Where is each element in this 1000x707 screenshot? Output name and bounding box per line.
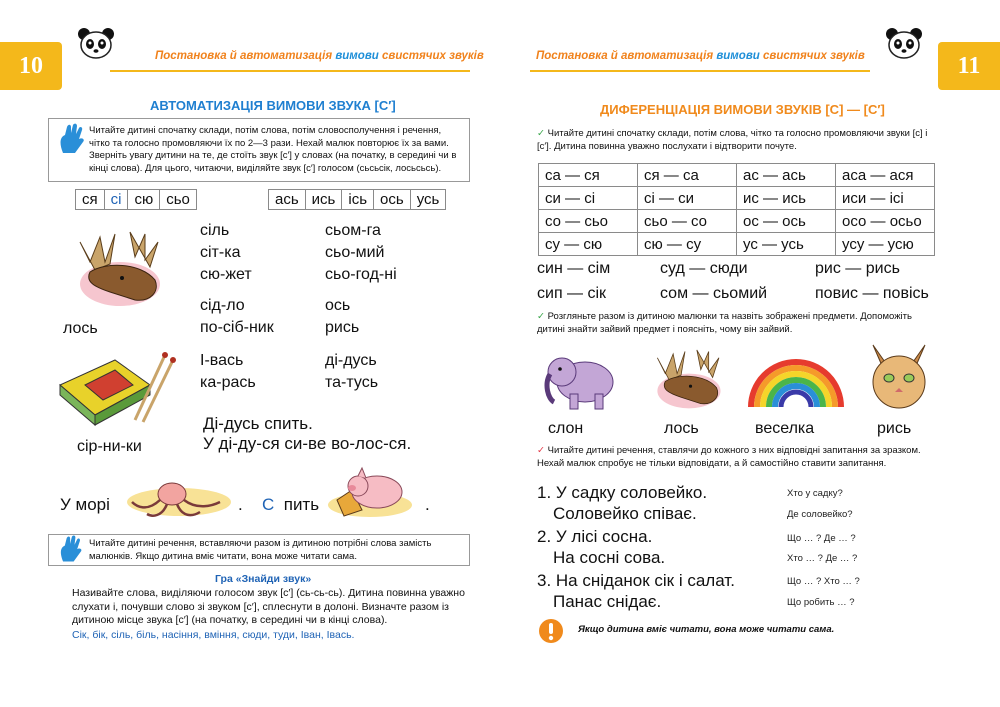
table-row bbox=[539, 210, 935, 233]
grid-cell: иси — ісі bbox=[836, 187, 935, 210]
question-r5: Що … ? Хто … ? bbox=[787, 576, 860, 587]
syllables-open bbox=[75, 189, 197, 210]
checkmark-icon: ✓ bbox=[537, 445, 545, 456]
word: сід-ло bbox=[200, 297, 245, 314]
page-number-right: 11 bbox=[938, 42, 1000, 90]
grid-cell: ся — са bbox=[638, 164, 737, 187]
grid-cell: со — сьо bbox=[539, 210, 638, 233]
exclamation-icon bbox=[537, 617, 565, 645]
word: сьо-мий bbox=[325, 244, 385, 261]
word: ось bbox=[325, 297, 351, 314]
syllables-closed bbox=[268, 189, 446, 210]
game-words: Сік, бік, сіль, біль, насіння, вміння, сюди, туди, Іван, Івась. bbox=[72, 629, 355, 641]
word: сіт-ка bbox=[200, 244, 241, 261]
running-header-left: Постановка й автоматизація вимови свистячих звуків bbox=[155, 50, 484, 62]
grid-cell: сьо — со bbox=[638, 210, 737, 233]
syllable: сьо bbox=[160, 190, 197, 210]
instruction-text-1: Читайте дитині спочатку склади, потім слова, потім словосполучення і речення, чітко та голосно промовляючи їх по 2—3 рази. Нехай малюк повторює їх за вами. Зверніть увагу дитини на те, де стоїть звук [с′] у словах (на початку, в середині чи в кінці слова). Для цього, читаючи, виділяйте звук [с′] голосом (сьсьсік, лосьсьсь). bbox=[89, 125, 457, 174]
rebus-start: У морі bbox=[60, 495, 110, 514]
question-r4: Хто … ? Де … ? bbox=[787, 553, 858, 564]
grid-cell: ос — ось bbox=[737, 210, 836, 233]
panda-icon bbox=[884, 26, 924, 62]
hand-icon bbox=[57, 535, 85, 565]
sentence-r4: На сосні сова. bbox=[553, 548, 666, 567]
caption-moose-right: лось bbox=[664, 420, 699, 437]
words-col2-a bbox=[325, 220, 397, 286]
word: рись bbox=[325, 319, 360, 336]
caption-moose: лось bbox=[63, 320, 98, 337]
grid-cell: са — ся bbox=[539, 164, 638, 187]
sentence-r5: 3. На сніданок сік і салат. bbox=[537, 571, 735, 590]
page-title-left: АВТОМАТИЗАЦІЯ ВИМОВИ ЗВУКА [С′] bbox=[150, 98, 396, 113]
word: сьо-год-ні bbox=[325, 266, 397, 283]
table-row bbox=[539, 164, 935, 187]
grid-cell: осо — осьо bbox=[836, 210, 935, 233]
grid-cell: усу — усю bbox=[836, 233, 935, 256]
checkmark-icon: ✓ bbox=[537, 311, 545, 322]
question-r3: Що … ? Де … ? bbox=[787, 533, 856, 544]
caption-rainbow: веселка bbox=[755, 420, 815, 437]
octopus-illustration bbox=[122, 472, 237, 522]
question-r6: Що робить … ? bbox=[787, 597, 855, 608]
syllable: ся bbox=[76, 190, 105, 210]
rainbow-illustration bbox=[746, 355, 846, 410]
syllable: сі bbox=[104, 190, 128, 210]
page-title-right: ДИФЕРЕНЦІАЦІЯ ВИМОВИ ЗВУКІВ [С] — [С′] bbox=[600, 102, 885, 117]
lynx-illustration bbox=[865, 340, 933, 415]
word: І-вась bbox=[200, 352, 244, 369]
grid-cell: аса — ася bbox=[836, 164, 935, 187]
grid-cell: сю — су bbox=[638, 233, 737, 256]
grid-cell: ас — ась bbox=[737, 164, 836, 187]
caption-lynx: рись bbox=[877, 420, 912, 437]
words-col1-a bbox=[200, 220, 252, 286]
instruction-text-r1: ✓ Читайте дитині спочатку склади, потім слова, чітко та голосно промовляючи звуки [с] і [с′]. Дитина повинна уважно послухати і відтворити почуте. bbox=[537, 128, 928, 152]
grid-cell: ис — ись bbox=[737, 187, 836, 210]
syllable: ісь bbox=[342, 190, 374, 210]
matchbox-illustration bbox=[55, 330, 180, 430]
running-header-right: Постановка й автоматизація вимови свистячих звуків bbox=[536, 50, 865, 62]
question-r2: Де соловейко? bbox=[787, 509, 853, 520]
rebus-dot-1: . bbox=[238, 495, 243, 514]
word: ка-рась bbox=[200, 374, 256, 391]
words-col2-b bbox=[325, 295, 359, 339]
word: сьом-га bbox=[325, 222, 381, 239]
syllable: сю bbox=[128, 190, 160, 210]
word: сю-жет bbox=[200, 266, 252, 283]
instruction-text-2: Читайте дитині речення, вставляючи разом із дитиною потрібні слова замість малюнків. Якщо дитина вміє читати, вона може читати сама. bbox=[89, 538, 432, 562]
syllable: ись bbox=[305, 190, 342, 210]
grid-cell: сі — си bbox=[638, 187, 737, 210]
hand-icon bbox=[57, 123, 87, 157]
checkmark-icon: ✓ bbox=[537, 128, 545, 139]
words-col1-c bbox=[200, 350, 256, 394]
grid-cell: си — сі bbox=[539, 187, 638, 210]
syllable: ось bbox=[374, 190, 411, 210]
word: ді-дусь bbox=[325, 352, 377, 369]
sentence-r1: 1. У садку соловейко. bbox=[537, 483, 708, 502]
sentence-r2: Соловейко співає. bbox=[553, 504, 697, 523]
note-text: Якщо дитина вміє читати, вона може читати сама. bbox=[578, 624, 835, 635]
instruction-text-r3: ✓ Читайте дитині речення, ставлячи до кожного з них відповідні запитання за зразком. Нехай малюк спробує не тільки відповідати, а й самостійно ставити запитання. bbox=[537, 445, 921, 469]
page-number-left: 10 bbox=[0, 42, 62, 90]
word: та-тусь bbox=[325, 374, 379, 391]
rebus-dot-2: . bbox=[425, 495, 430, 514]
instruction-text-r2: ✓ Розгляньте разом із дитиною малюнки та назвіть зображені предмети. Допоможіть дитині знайти зайвий предмет і поясніть, чому він зайвий. bbox=[537, 311, 912, 335]
syllable-grid bbox=[538, 163, 935, 256]
table-row bbox=[539, 233, 935, 256]
grid-cell: су — сю bbox=[539, 233, 638, 256]
elephant-illustration bbox=[540, 344, 620, 414]
moose-illustration bbox=[60, 222, 170, 317]
syllable: усь bbox=[410, 190, 446, 210]
moose-small-illustration bbox=[640, 342, 730, 417]
instruction-box-1 bbox=[48, 118, 470, 182]
words-col2-c bbox=[325, 350, 378, 394]
sentence-r6: Панас снідає. bbox=[553, 592, 662, 611]
caption-elephant: слон bbox=[548, 420, 584, 437]
syllable: ась bbox=[269, 190, 306, 210]
game-text: Називайте слова, виділяючи голосом звук [с′] (сь-сь-сь). Дитина повинна уважно слухати і, почувши слово зі звуком [с′], сплеснути в долоні. Визначте разом із дитиною місце звука [с′] (на початку, в середині чи в кінці слова). bbox=[72, 587, 465, 626]
sentence-2: У ді-ду-ся си-ве во-лос-ся. bbox=[203, 434, 412, 453]
grid-cell: ус — усь bbox=[737, 233, 836, 256]
game-title: Гра «Знайди звук» bbox=[215, 573, 312, 585]
question-r1: Хто у садку? bbox=[787, 488, 843, 499]
word: по-сіб-ник bbox=[200, 319, 274, 336]
pig-illustration bbox=[322, 460, 417, 522]
caption-matches: сір-ни-ки bbox=[77, 438, 142, 455]
words-col1-b bbox=[200, 295, 274, 339]
sentence-1: Ді-дусь спить. bbox=[203, 414, 313, 433]
word: сіль bbox=[200, 222, 230, 239]
sentence-r3: 2. У лісі сосна. bbox=[537, 527, 653, 546]
instruction-box-2 bbox=[48, 534, 470, 566]
rebus-middle: С пить bbox=[262, 495, 320, 514]
table-row bbox=[539, 187, 935, 210]
